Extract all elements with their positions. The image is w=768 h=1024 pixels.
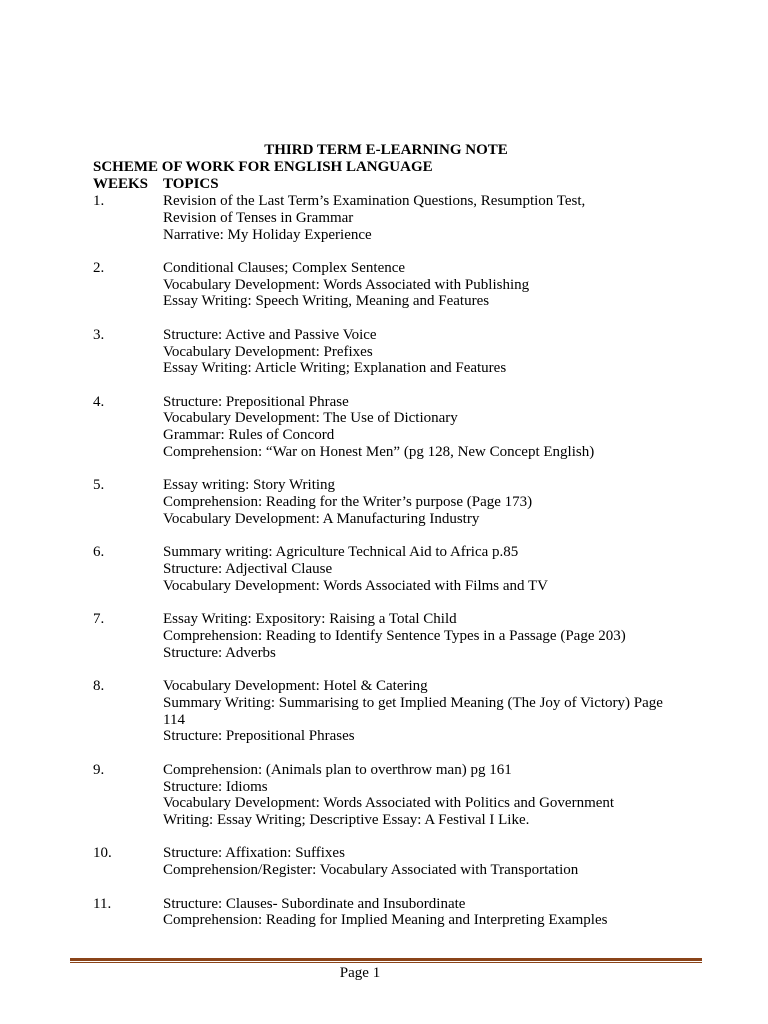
document-subtitle: SCHEME OF WORK FOR ENGLISH LANGUAGE [93,159,433,175]
topic-line: Revision of Tenses in Grammar [163,209,354,226]
week-entry [93,845,693,879]
topic-line: Comprehension/Register: Vocabulary Associated with Transportation [163,862,579,879]
topic-line: Conditional Clauses; Complex Sentence [163,259,406,276]
week-entry [93,193,693,243]
topic-line: Structure: Affixation: Suffixes [163,845,345,862]
topic-line: Structure: Active and Passive Voice [163,326,377,343]
topic-line: Essay Writing: Expository: Raising a Total Child [163,611,457,628]
week-entry [93,678,693,745]
week-entry [93,260,693,310]
week-number: 2. [93,259,105,276]
topic-line: Comprehension: Reading for the Writer’s purpose (Page 173) [163,494,533,511]
topic-line: Writing: Essay Writing; Descriptive Essay: A Festival I Like. [163,812,530,829]
topic-line: Essay Writing: Speech Writing, Meaning and Features [163,293,490,310]
topic-line: Vocabulary Development: Words Associated with Films and TV [163,577,548,594]
topic-line: Structure: Adjectival Clause [163,561,333,578]
topic-line: Essay writing: Story Writing [163,477,336,494]
week-topics [163,678,693,745]
document-title: THIRD TERM E-LEARNING NOTE [264,142,508,158]
week-entry [93,896,693,930]
week-topics [163,394,693,461]
topic-line: Structure: Adverbs [163,644,276,661]
week-number: 9. [93,761,105,778]
topic-line: Vocabulary Development: A Manufacturing Industry [163,510,480,527]
weeks-column-header: WEEKS [93,176,149,192]
topic-line: Comprehension: Reading for Implied Meaning and Interpreting Examples [163,912,608,929]
topic-line: Structure: Prepositional Phrase [163,393,349,410]
week-topics [163,260,693,310]
week-topics [163,544,693,594]
topic-line: Summary writing: Agriculture Technical Aid to Africa p.85 [163,544,519,561]
footer-rule [70,958,702,963]
topic-line: Comprehension: Reading to Identify Sentence Types in a Passage (Page 203) [163,627,626,644]
topic-line: Structure: Clauses- Subordinate and Insubordinate [163,895,466,912]
topic-line: Vocabulary Development: Words Associated with Publishing [163,276,530,293]
page-number: Page 1 [339,965,381,981]
topic-line: Vocabulary Development: Words Associated with Politics and Government [163,795,615,812]
week-topics [163,762,693,829]
week-topics [163,845,693,879]
topic-line: Structure: Prepositional Phrases [163,728,355,745]
topic-line: Narrative: My Holiday Experience [163,226,372,243]
week-number: 4. [93,393,105,410]
topic-line: Comprehension: “War on Honest Men” (pg 128, New Concept English) [163,444,595,461]
week-number: 10. [93,845,112,862]
topic-line: Revision of the Last Term’s Examination Questions, Resumption Test, [163,193,586,209]
week-number: 11. [93,895,112,912]
weeks-list [93,193,693,946]
week-entry [93,762,693,829]
week-entry [93,477,693,527]
week-number: 3. [93,326,105,343]
week-topics [163,611,693,661]
week-number: 8. [93,678,105,695]
topic-line: Structure: Idioms [163,778,268,795]
week-topics [163,477,693,527]
week-topics [163,327,693,377]
week-entry [93,544,693,594]
topic-line: Vocabulary Development: The Use of Dictionary [163,410,458,427]
week-entry [93,611,693,661]
topic-line: Summary Writing: Summarising to get Implied Meaning (The Joy of Victory) Page 114 [163,694,663,728]
week-number: 7. [93,611,105,628]
topic-line: Vocabulary Development: Hotel & Catering [163,678,428,695]
topic-line: Essay Writing: Article Writing; Explanation and Features [163,360,507,377]
week-number: 5. [93,477,105,494]
week-entry [93,394,693,461]
topic-line: Comprehension: (Animals plan to overthrow man) pg 161 [163,761,512,778]
week-number: 6. [93,544,105,561]
topic-line: Grammar: Rules of Concord [163,427,335,444]
week-entry [93,327,693,377]
topic-line: Vocabulary Development: Prefixes [163,343,373,360]
week-topics [163,193,693,243]
week-topics [163,896,693,930]
topics-column-header: TOPICS [163,176,219,192]
footer-rule-thin [70,962,702,963]
week-number: 1. [93,193,105,209]
